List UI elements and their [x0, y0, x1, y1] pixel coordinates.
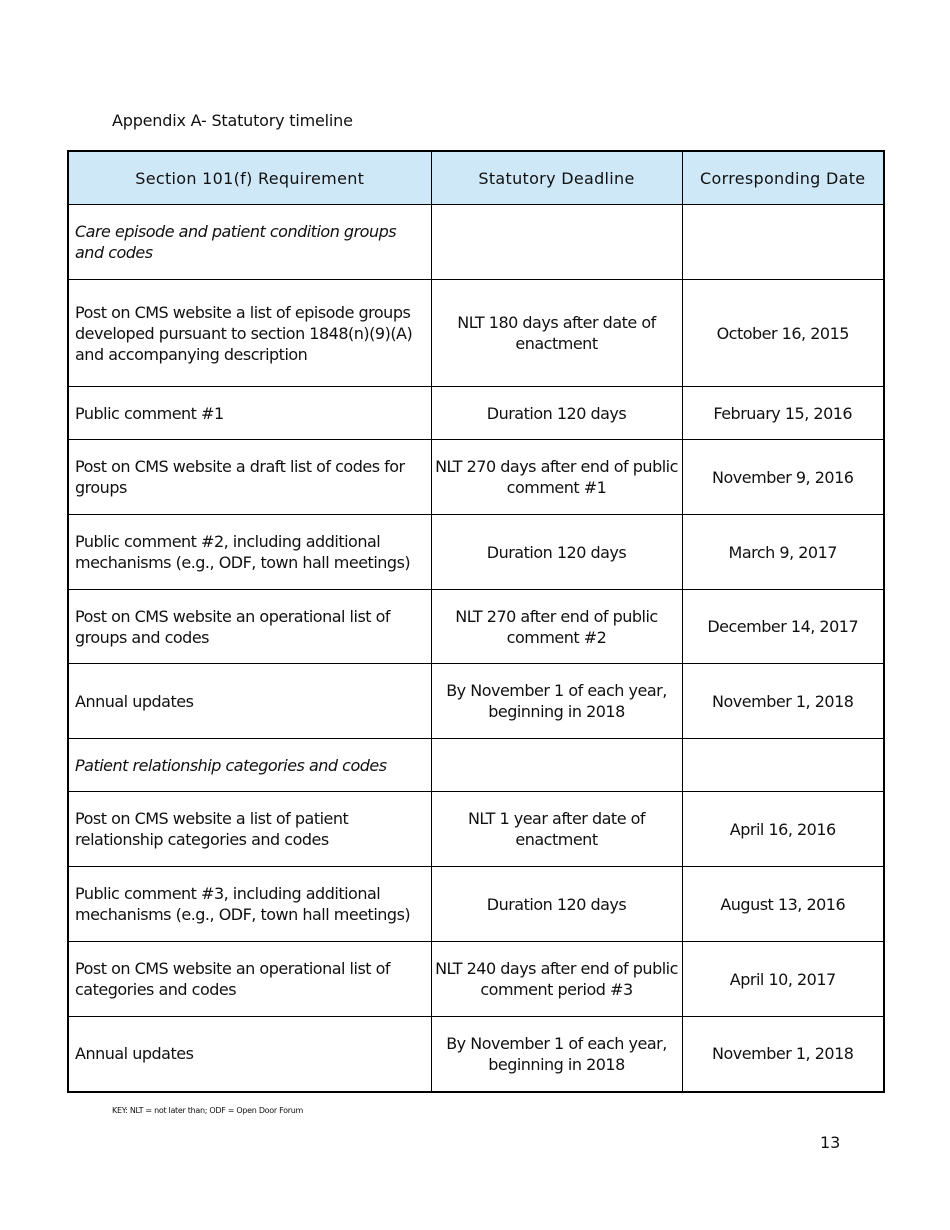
- statutory-timeline-table: [67, 150, 885, 1093]
- deadline-cell: By November 1 of each year, beginning in 2018: [431, 664, 682, 739]
- table-row-section-heading: [68, 205, 884, 280]
- deadline-cell: NLT 240 days after end of public comment period #3: [431, 942, 682, 1017]
- date-cell: [682, 739, 884, 792]
- table-row: [68, 590, 884, 664]
- requirement-cell: Care episode and patient condition groups and codes: [68, 205, 431, 280]
- deadline-cell: NLT 1 year after date of enactment: [431, 792, 682, 867]
- column-header-date: Corresponding Date: [682, 151, 884, 205]
- table-row: [68, 867, 884, 942]
- table-row: [68, 280, 884, 387]
- deadline-cell: Duration 120 days: [431, 867, 682, 942]
- deadline-cell: NLT 270 days after end of public comment #1: [431, 440, 682, 515]
- requirement-cell: Patient relationship categories and codes: [68, 739, 431, 792]
- table-header-row: [68, 151, 884, 205]
- date-cell: October 16, 2015: [682, 280, 884, 387]
- key-note: KEY: NLT = not later than; ODF = Open Door Forum: [112, 1106, 303, 1115]
- deadline-cell: By November 1 of each year, beginning in 2018: [431, 1017, 682, 1092]
- requirement-cell: Post on CMS website a draft list of codes for groups: [68, 440, 431, 515]
- table-row-section-heading: [68, 739, 884, 792]
- column-header-requirement: Section 101(f) Requirement: [68, 151, 431, 205]
- requirement-cell: Public comment #2, including additional mechanisms (e.g., ODF, town hall meetings): [68, 515, 431, 590]
- deadline-cell: Duration 120 days: [431, 387, 682, 440]
- date-cell: [682, 205, 884, 280]
- deadline-cell: NLT 270 after end of public comment #2: [431, 590, 682, 664]
- table-row: [68, 387, 884, 440]
- date-cell: November 1, 2018: [682, 1017, 884, 1092]
- deadline-cell: [431, 205, 682, 280]
- table-row: [68, 792, 884, 867]
- deadline-cell: Duration 120 days: [431, 515, 682, 590]
- table-row: [68, 942, 884, 1017]
- date-cell: February 15, 2016: [682, 387, 884, 440]
- requirement-cell: Post on CMS website an operational list of groups and codes: [68, 590, 431, 664]
- table-row: [68, 1017, 884, 1092]
- date-cell: March 9, 2017: [682, 515, 884, 590]
- date-cell: August 13, 2016: [682, 867, 884, 942]
- column-header-deadline: Statutory Deadline: [431, 151, 682, 205]
- page-title: Appendix A- Statutory timeline: [112, 111, 353, 130]
- requirement-cell: Annual updates: [68, 664, 431, 739]
- date-cell: April 10, 2017: [682, 942, 884, 1017]
- table-row: [68, 440, 884, 515]
- requirement-cell: Post on CMS website a list of episode groups developed pursuant to section 1848(n)(9)(A) and accompanying description: [68, 280, 431, 387]
- date-cell: November 1, 2018: [682, 664, 884, 739]
- requirement-cell: Post on CMS website a list of patient relationship categories and codes: [68, 792, 431, 867]
- table-row: [68, 515, 884, 590]
- table-row: [68, 664, 884, 739]
- requirement-cell: Annual updates: [68, 1017, 431, 1092]
- date-cell: December 14, 2017: [682, 590, 884, 664]
- requirement-cell: Public comment #3, including additional mechanisms (e.g., ODF, town hall meetings): [68, 867, 431, 942]
- requirement-cell: Post on CMS website an operational list of categories and codes: [68, 942, 431, 1017]
- date-cell: April 16, 2016: [682, 792, 884, 867]
- deadline-cell: [431, 739, 682, 792]
- page-number: 13: [820, 1133, 841, 1152]
- requirement-cell: Public comment #1: [68, 387, 431, 440]
- date-cell: November 9, 2016: [682, 440, 884, 515]
- deadline-cell: NLT 180 days after date of enactment: [431, 280, 682, 387]
